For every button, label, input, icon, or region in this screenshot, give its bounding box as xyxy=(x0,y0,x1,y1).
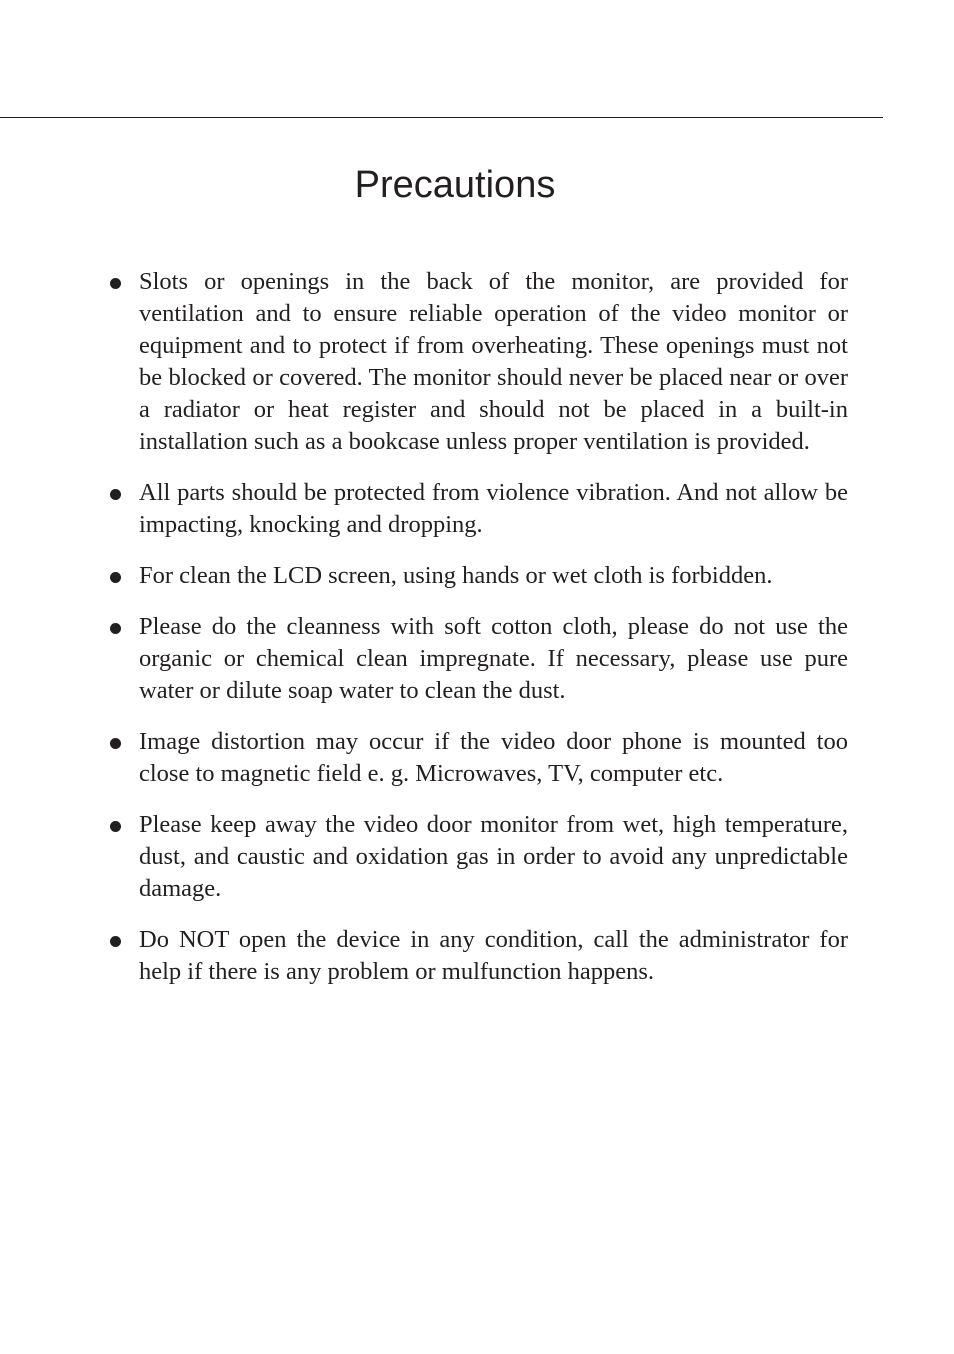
list-item xyxy=(108,560,848,592)
page-title: Precautions xyxy=(354,164,556,206)
bullet-icon xyxy=(110,738,121,749)
bullet-icon xyxy=(110,278,121,289)
bullet-icon xyxy=(110,821,121,832)
precautions-list xyxy=(108,266,848,1007)
list-item-text: For clean the LCD screen, using hands or wet cloth is forbidden. xyxy=(139,562,773,589)
list-item-text: Please do the cleanness with soft cotton cloth, please do not use the organic or chemical clean impregnate. If necessary, please use pure water or dilute soap water to clean the dust. xyxy=(139,613,848,704)
bullet-icon xyxy=(110,623,121,634)
bullet-icon xyxy=(110,572,121,583)
list-item-text: Image distortion may occur if the video door phone is mounted too close to magnetic field e. g. Microwaves, TV, computer etc. xyxy=(139,728,848,787)
header-divider xyxy=(0,117,883,118)
list-item xyxy=(108,477,848,541)
list-item xyxy=(108,924,848,988)
bullet-icon xyxy=(110,936,121,947)
bullet-icon xyxy=(110,489,121,500)
list-item-text: Slots or openings in the back of the monitor, are provided for ventilation and to ensure reliable operation of the video monitor or equipment and to protect if from overheating. These openings must not be blocked or covered. The monitor should never be placed near or over a radiator or heat register and should not be placed in a built-in installation such as a bookcase unless proper ventilation is provided. xyxy=(139,268,848,455)
list-item xyxy=(108,611,848,707)
list-item-text: All parts should be protected from violence vibration. And not allow be impacting, knocking and dropping. xyxy=(139,479,848,538)
list-item xyxy=(108,726,848,790)
list-item-text: Please keep away the video door monitor from wet, high temperature, dust, and caustic and oxidation gas in order to avoid any unpredictable damage. xyxy=(139,811,848,902)
list-item-text: Do NOT open the device in any condition, call the administrator for help if there is any problem or mulfunction happens. xyxy=(139,926,848,985)
list-item xyxy=(108,809,848,905)
list-item xyxy=(108,266,848,458)
